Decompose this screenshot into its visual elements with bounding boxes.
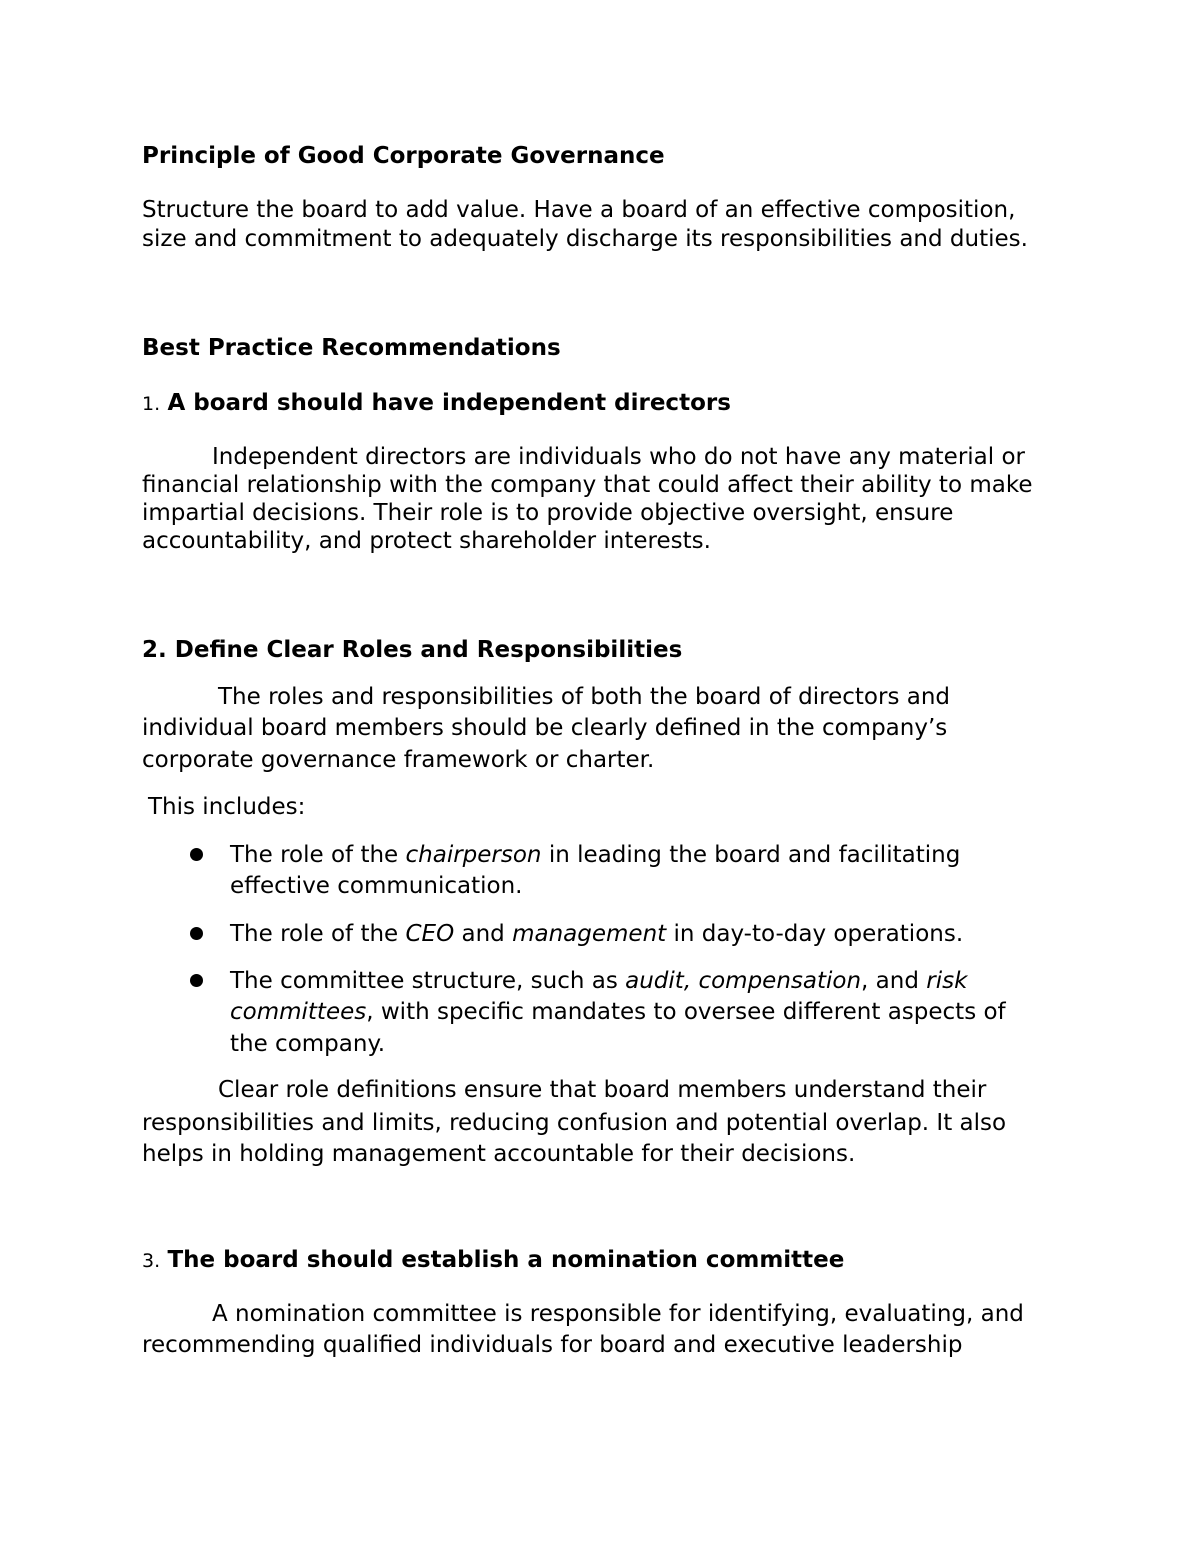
section-3-title: The board should establish a nomination committee xyxy=(167,1247,845,1273)
section-1-paragraph-line-1: Independent directors are individuals who do not have any material or xyxy=(212,444,1025,470)
section-1-paragraph-line-4: accountability, and protect shareholder interests. xyxy=(142,528,711,554)
section-2-heading: 2. Define Clear Roles and Responsibilities xyxy=(142,637,683,663)
section-3-heading xyxy=(142,1249,844,1272)
section-2-conclusion-line-2: responsibilities and limits, reducing confusion and potential overlap. It also xyxy=(142,1110,1007,1136)
bullet-2-italic-management: management xyxy=(512,921,667,947)
bullet-3-line-2 xyxy=(230,1001,1006,1024)
section-2-conclusion-line-3: helps in holding management accountable for their decisions. xyxy=(142,1141,856,1167)
bullet-1-dot xyxy=(190,848,203,861)
bullet-1-line-1 xyxy=(230,844,960,867)
bullet-1-text-a: The role of the xyxy=(230,842,406,868)
document-title: Principle of Good Corporate Governance xyxy=(142,143,665,169)
bullet-3-line-1 xyxy=(230,970,967,993)
bullet-3-italic-risk: risk xyxy=(926,968,968,994)
section-3-paragraph-line-2: recommending qualified individuals for board and executive leadership xyxy=(142,1332,963,1358)
bullet-1-line-2: effective communication. xyxy=(230,873,523,899)
bullet-2-line-1 xyxy=(230,923,963,946)
section-1-heading xyxy=(142,392,731,415)
bullet-3-italic-committees: committees xyxy=(230,999,367,1025)
intro-line-1: Structure the board to add value. Have a board of an effective composition, xyxy=(142,197,1016,223)
section-3-number: 3. xyxy=(142,1250,161,1272)
bullet-3-dot xyxy=(190,974,203,987)
bullet-1-text-b: in leading the board and facilitating xyxy=(541,842,961,868)
section-2-includes-label: This includes: xyxy=(148,794,306,820)
bullet-2-text-c: in day-to-day operations. xyxy=(666,921,964,947)
bullet-1-italic-chairperson: chairperson xyxy=(405,842,542,868)
bullet-3-line-3: the company. xyxy=(230,1031,386,1057)
section-1-paragraph-line-3: impartial decisions. Their role is to provide objective oversight, ensure xyxy=(142,500,954,526)
bullet-2-text-b: and xyxy=(454,921,513,947)
bullet-2-text-a: The role of the xyxy=(230,921,406,947)
section-1-title: A board should have independent directors xyxy=(167,390,731,416)
bullet-2-dot xyxy=(190,927,203,940)
recommendations-heading: Best Practice Recommendations xyxy=(142,335,561,361)
section-3-paragraph-line-1: A nomination committee is responsible for identifying, evaluating, and xyxy=(212,1301,1024,1327)
bullet-3-text-b: , and xyxy=(861,968,927,994)
bullet-3-text-c: , with specific mandates to oversee different aspects of xyxy=(366,999,1006,1025)
section-1-number: 1. xyxy=(142,393,161,415)
section-2-conclusion-line-1: Clear role definitions ensure that board members understand their xyxy=(218,1077,987,1103)
bullet-2-italic-ceo: CEO xyxy=(405,921,455,947)
bullet-3-italic-audit-compensation: audit, compensation xyxy=(625,968,862,994)
bullet-3-text-a: The committee structure, such as xyxy=(230,968,626,994)
section-2-paragraph-line-3: corporate governance framework or charter. xyxy=(142,747,655,773)
section-2-paragraph-line-2: individual board members should be clearly defined in the company’s xyxy=(142,715,948,741)
intro-line-2: size and commitment to adequately discharge its responsibilities and duties. xyxy=(142,226,1028,252)
section-2-paragraph-line-1: The roles and responsibilities of both the board of directors and xyxy=(218,684,951,710)
section-1-paragraph-line-2: financial relationship with the company that could affect their ability to make xyxy=(142,472,1033,498)
